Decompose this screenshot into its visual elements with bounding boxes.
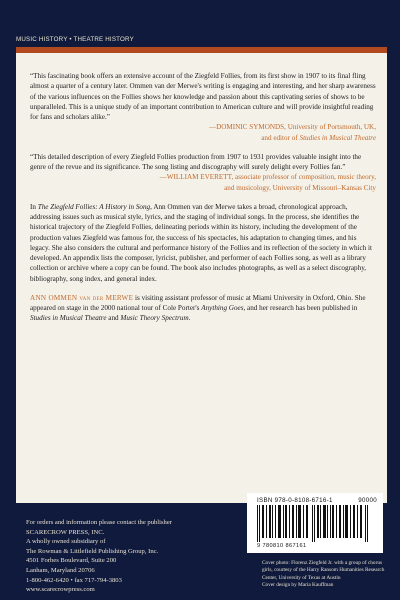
attribution-line: —DOMINIC SYMONDS, University of Portsmouth, UK, [208, 123, 376, 132]
quote-attribution [30, 122, 376, 143]
isbn-number [257, 497, 377, 504]
bio-text: is visiting assistant professor of music at Miami University in Oxford, Ohio. She appeared on stage in the 2000 national tour of Cole Porter's [30, 293, 366, 312]
category-label: MUSIC HISTORY • THEATRE HISTORY [16, 36, 134, 43]
barcode-icon [257, 505, 377, 542]
publisher-line: A wholly owned subsidiary of [26, 538, 106, 546]
publisher-line: The Rowman & Littlefield Publishing Group, Inc. [26, 547, 159, 555]
book-description [30, 202, 376, 284]
bio-text: and [106, 314, 121, 323]
publisher-website: www.scarecrowpress.com [26, 586, 95, 594]
publisher-address: 4501 Forbes Boulevard, Suite 200 [26, 557, 117, 565]
publisher-info [26, 518, 226, 595]
publisher-address: Lanham, Maryland 20706 [26, 566, 95, 574]
bio-text: . [188, 314, 191, 323]
bio-text: , and her research has been published in [243, 304, 358, 312]
isbn-barcode [247, 493, 383, 553]
publisher-name: SCARECROW PRESS, INC. [26, 528, 105, 536]
description-prefix: In [30, 202, 38, 211]
price-code: 90000 [358, 497, 377, 504]
barcode-digits: 9 780810 867161 [257, 543, 307, 549]
isbn-label: ISBN 978-0-8108-6716-1 [257, 497, 333, 504]
quote-symonds [30, 71, 376, 143]
quote-text: “This detailed description of every Ziegfeld Follies production from 1907 to 1931 provides valuable insight into the genre of the revue and its significance. The song listing and discography will surely delight every Follies fan.” [30, 152, 362, 171]
quote-text: “This fascinating book offers an extensive account of the Ziegfeld Follies, from its first show in 1907 to its final fling almost a quarter of a century later. Ommen van der Merwe's writing is engaging and interesting, and her sharp awareness of the various influences on the Follies shows her knowledge and passion about this captivating series of shows to be unparalleled. This is a unique study of an important contribution to American culture and will provide insightful reading for fans and scholars alike.” [30, 72, 376, 121]
journal-title: Studies in Musical Theatre [30, 314, 107, 323]
publisher-line: For orders and information please contact the publisher [26, 519, 172, 526]
attribution-line: —WILLIAM EVERETT, associate professor of composition, music theory, [159, 173, 376, 182]
quote-attribution [30, 172, 376, 193]
description-body: , Ann Ommen van der Merwe takes a broad, chronological approach, addressing issues such as musical style, lyrics, and the staging of individual songs. In the process, she identifies the historical trajectory of the Ziegfeld Follies, delineating periods within its history, including the development of the production values Ziegfeld was famous for, the success of his spectacles, his adaptation to changing times, and his legacy. She also considers the cultural and performance history of the Follies and its reflection of the society in which it developed. An appendix lists the composer, lyricist, publisher, and performer of each Follies song, as well as a library collection or archive where a copy can be found. The book also includes photographs, as well as a select discography, bibliography, song index, and general index. [30, 202, 372, 283]
journal-title: Music Theory Spectrum [120, 314, 189, 323]
show-title: Anything Goes [201, 304, 244, 312]
text-panel [16, 47, 387, 503]
author-name: ANN OMMEN van der MERWE [30, 293, 134, 302]
journal-title: Studies in Musical Theatre [299, 133, 376, 142]
cover-credits [262, 560, 392, 590]
photo-credit: Cover photo: Florenz Ziegfeld Jr. with a group of chorus girls, courtesy of the Harry Ransom Humanities Research Center, University of Texas at Austin [262, 560, 385, 581]
design-credit: Cover design by Maria Kauffman [262, 582, 334, 589]
book-title: The Ziegfeld Follies: A History in Song [37, 202, 151, 211]
panel-content [30, 71, 376, 324]
attribution-prefix: and editor of [261, 133, 300, 142]
footer [0, 497, 400, 600]
attribution-line: and musicology, University of Missouri–Kansas City [224, 183, 376, 192]
author-bio [30, 293, 376, 324]
publisher-phone: 1-800-462-6420 • fax 717-794-3803 [26, 576, 122, 584]
quote-everett [30, 152, 376, 193]
accent-bar [16, 47, 387, 53]
